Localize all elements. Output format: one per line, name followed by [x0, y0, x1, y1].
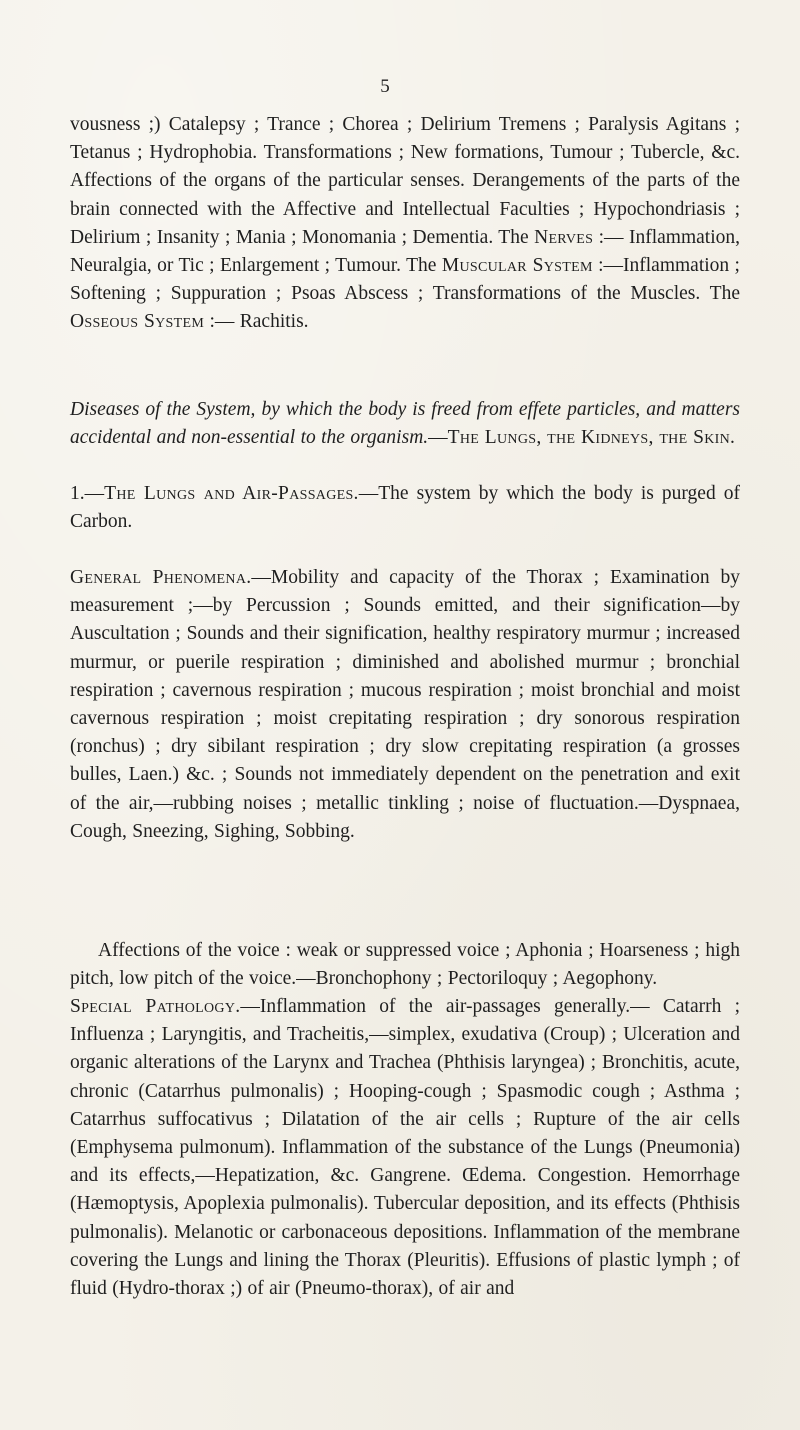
subsection-number: 1.—	[70, 483, 105, 504]
subsection-lungs-air-passages	[70, 480, 740, 536]
heading-nerves: Nerves	[534, 226, 594, 248]
paragraph-text: —Inflammation of the air-passages generally.— Catarrh ; Influenza ; Laryngitis, and Tracheitis,—simplex, exudativa (Croup) ; Ulceration and organic alterations of the Larynx and Trachea (Phthisis laryngea) ; Bronchitis, acute, chronic (Catarrhus pulmonalis) ; Hooping-cough ; Spasmodic cough ; Asthma ; Catarrhus suffocativus ; Dilatation of the air cells ; Rupture of the air cells (Emphysema pulmonum). Inflammation of the substance of the Lungs (Pneumonia) and its effects,—Hepatization, &c. Gangrene. Œdema. Congestion. Hemorrhage (Hæmoptysis, Apoplexia pulmonalis). Tubercular deposition, and its effects (Phthisis pulmonalis). Melanotic or carbonaceous depositions. Inflammation of the membrane covering the Lungs and lining the Thorax (Pleuritis). Effusions of plastic lymph ; of fluid (Hydro-thorax ;) of air (Pneumo-thorax), of air and	[70, 996, 740, 1300]
heading-osseous-system: Osseous System	[70, 311, 205, 333]
paragraph-text: —Mobility and capacity of the Thorax ; Examination by measurement ;—by Percussion ; Sounds emitted, and their signification—by Auscultation ; Sounds and their signification, healthy respiratory murmur ; increased murmur, or puerile respiration ; diminished and abolished murmur ; bronchial respiration ; cavernous respiration ; mucous respiration ; moist bronchial and moist cavernous respiration ; moist crepitating respiration ; dry sonorous respiration (ronchus) ; dry sibilant respiration ; dry slow crepitating respiration (a grosses bulles, Laen.) &c. ; Sounds not immediately dependent on the penetration and exit of the air,—rubbing noises ; metallic tinkling ; noise of fluctuation.—Dyspnaea, Cough, Sneezing, Sighing, Sobbing.	[70, 567, 740, 842]
heading-muscular-system: Muscular System	[441, 255, 593, 277]
voice-affections-paragraph	[70, 937, 740, 993]
page-number: 5	[380, 76, 390, 97]
heading-general-phenomena: General Phenomena.	[70, 567, 252, 588]
paragraph-text: vousness ;) Catalepsy ; Trance ; Chorea ; Delirium Tremens ; Paralysis Agitans ; Tetanus ; Hydrophobia. Transformations ; New formations, Tumour ; Tubercle, &c. Affections of the organs of the particular senses. Derangements of the parts of the brain connected with the Affective and Intellectual Faculties ; Hypochondriasis ; Delirium ; Insanity ; Mania ; Monomania ; Dementia. The	[70, 114, 740, 248]
paragraph-text: :— Inflammation, Neuralgia, or Tic ; Enlargement ; Tumour. The	[70, 226, 740, 277]
special-pathology-paragraph	[70, 993, 740, 1303]
paragraph-text: :—Inflammation ; Softening ; Suppuration ; Psoas Abscess ; Transformations of the Muscles. The	[70, 255, 740, 305]
subsection-heading: The Lungs and Air-Passages.	[104, 483, 359, 504]
paragraph-nervous-muscular-osseous	[70, 111, 740, 337]
dash: —	[428, 427, 448, 449]
section-heading-organs: The Lungs, the Kidneys, the Skin.	[447, 427, 736, 449]
heading-special-pathology: Special Pathology.	[70, 996, 241, 1017]
paragraph-text: —The system by which the body is purged of Carbon.	[70, 483, 740, 533]
general-phenomena-paragraph	[70, 564, 740, 846]
section-intro-diseases	[70, 396, 740, 452]
section-intro-italic: Diseases of the System, by which the body is freed from effete particles, and matters accidental and non-essential to the organism.	[70, 399, 740, 449]
paragraph-text: :— Rachitis.	[204, 311, 309, 333]
paragraph-text: Affections of the voice : weak or suppressed voice ; Aphonia ; Hoarseness ; high pitch, low pitch of the voice.—Bronchophony ; Pectoriloquy ; Aegophony.	[70, 940, 740, 990]
